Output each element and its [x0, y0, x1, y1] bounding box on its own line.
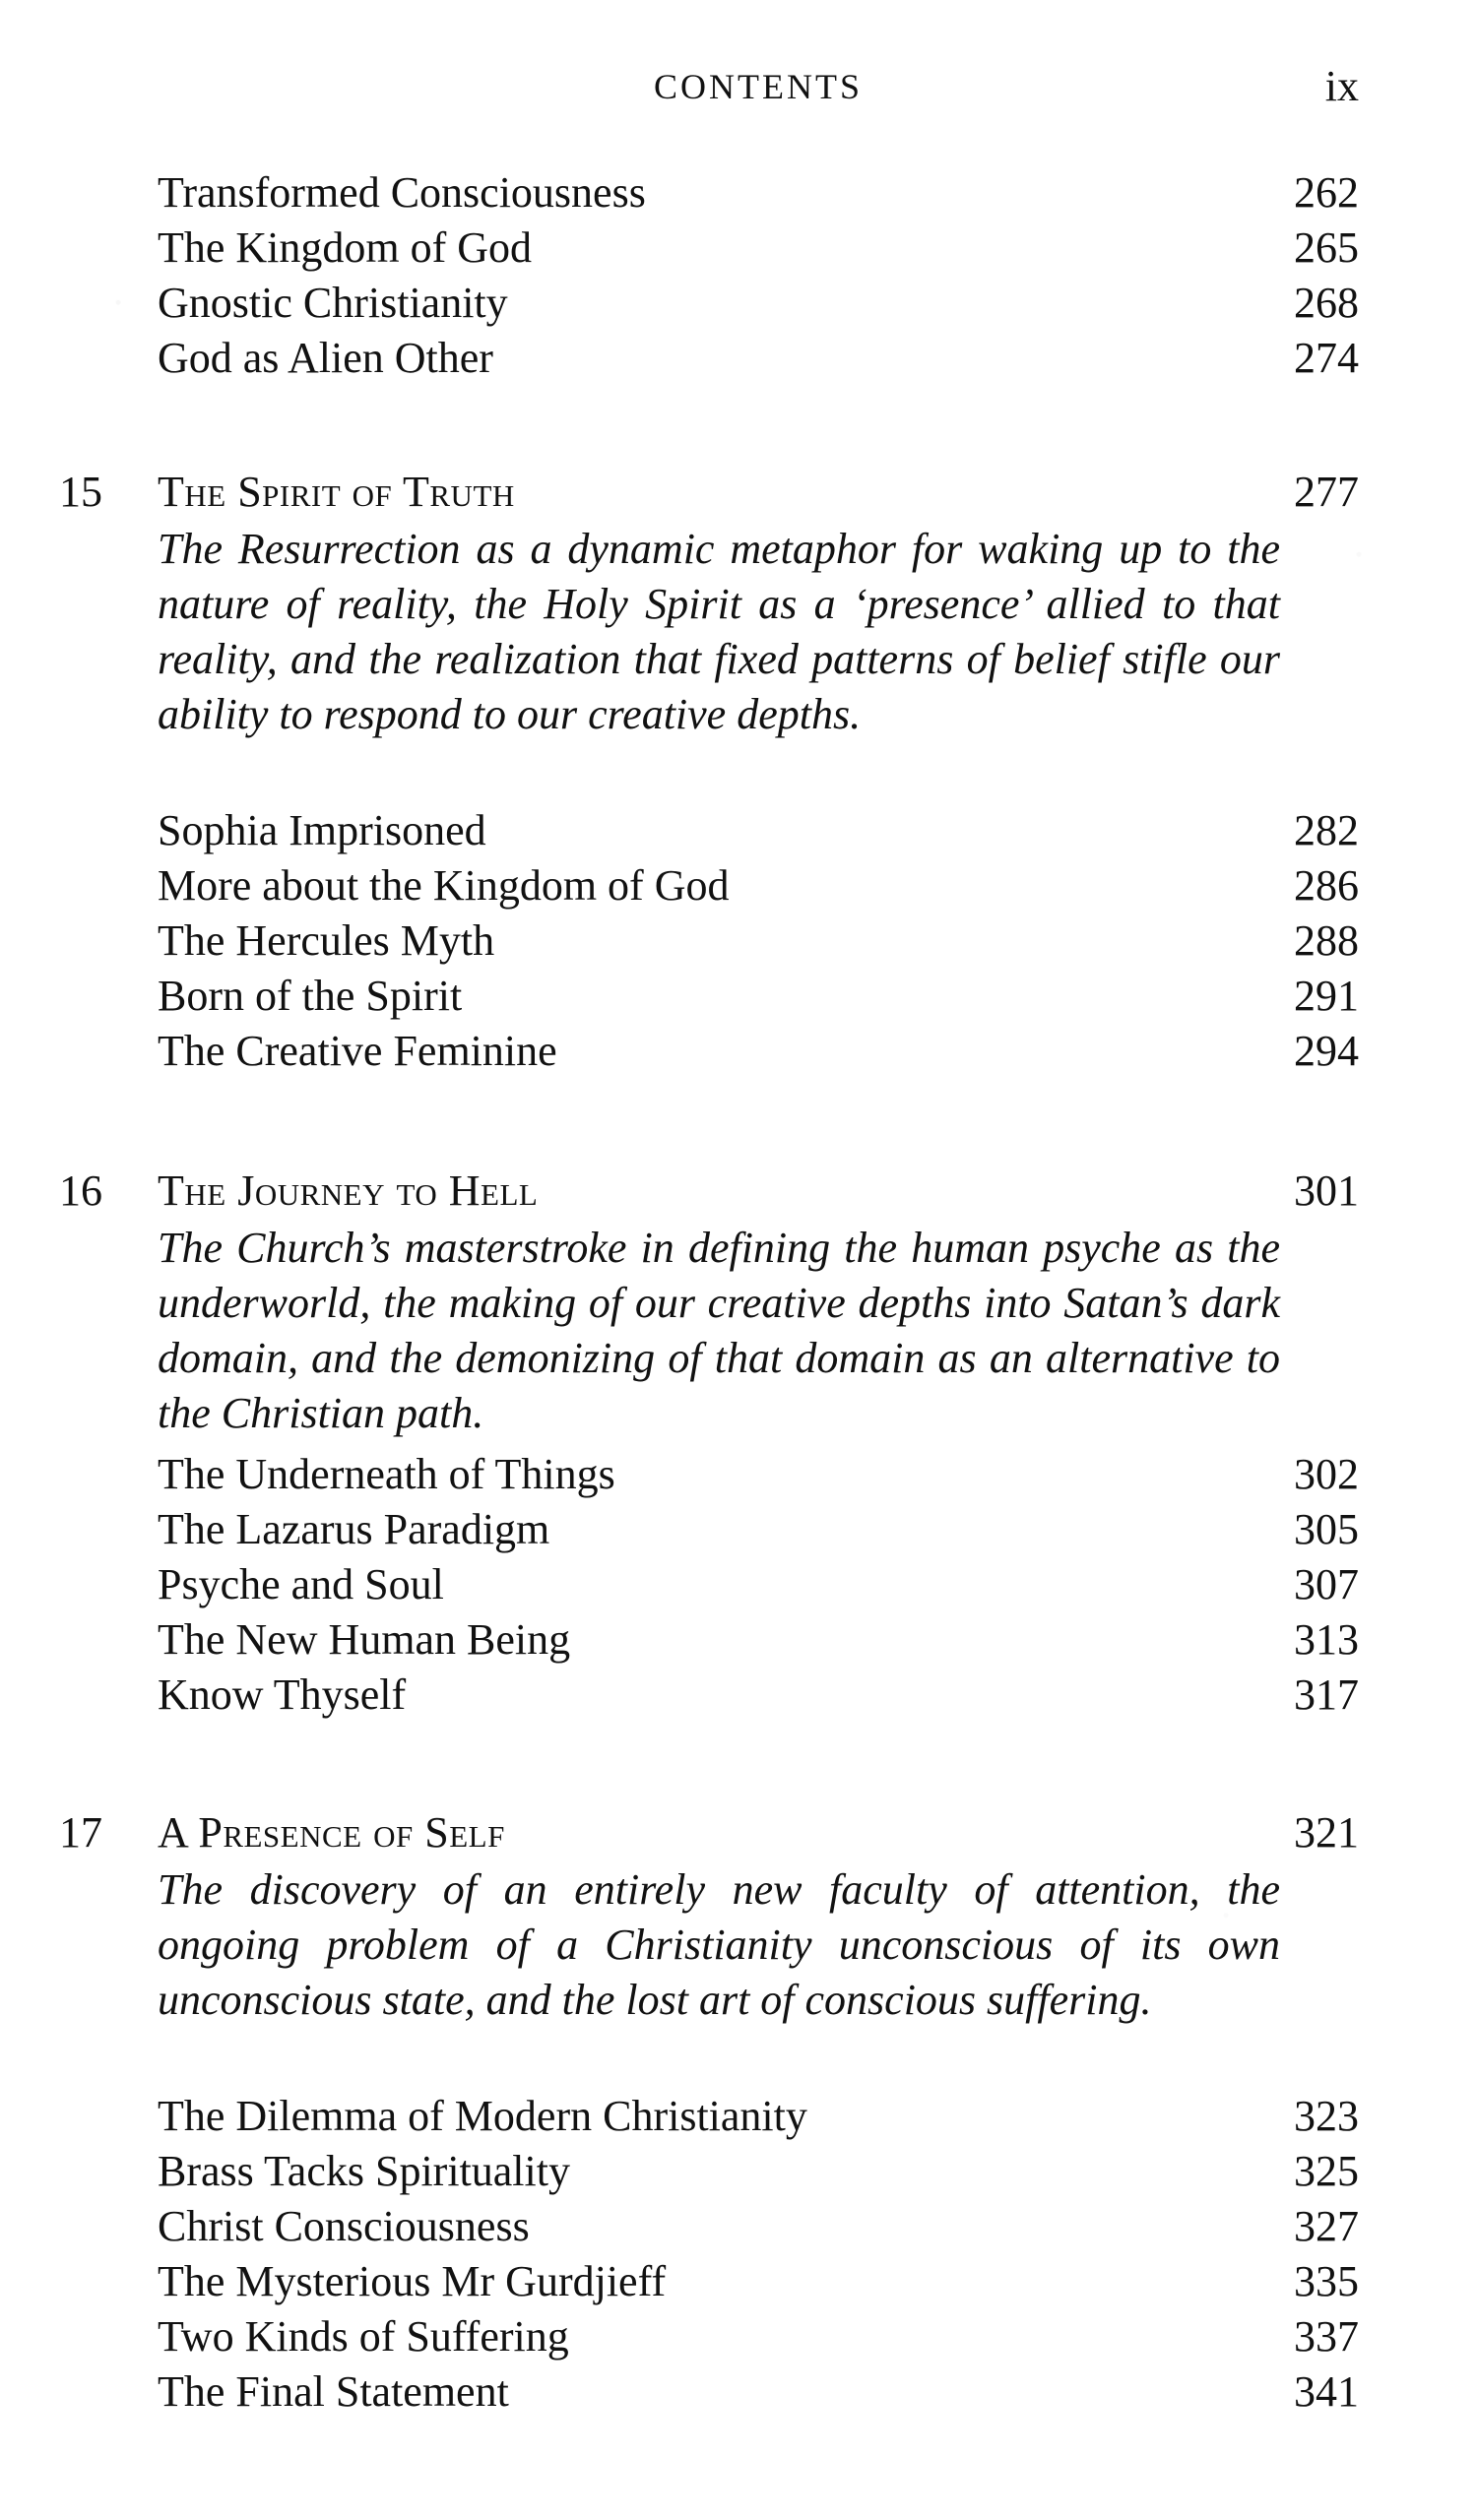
running-header-title: CONTENTS [654, 67, 863, 106]
chapter-page: 301 [1294, 1166, 1359, 1215]
toc-entry [158, 331, 1359, 386]
toc-entry-title: The Underneath of Things [158, 1450, 615, 1498]
toc-entry-title: Christ Consciousness [158, 2202, 530, 2250]
toc-entry-title: The Creative Feminine [158, 1027, 557, 1075]
toc-entry-page: 305 [1294, 1505, 1359, 1553]
toc-entry-title: The Mysterious Mr Gurdjieff [158, 2257, 667, 2305]
toc-entry-page: 325 [1294, 2147, 1359, 2195]
chapter-page: 321 [1294, 1808, 1359, 1857]
toc-entry-page: 291 [1294, 972, 1359, 1020]
toc-entry-page: 313 [1294, 1615, 1359, 1664]
toc-entry [158, 2364, 1359, 2420]
toc-entry [158, 1447, 1359, 1502]
toc-entry-page: 327 [1294, 2202, 1359, 2250]
chapter-title: The Spirit of Truth [158, 468, 515, 516]
toc-entry-page: 302 [1294, 1450, 1359, 1498]
toc-entry-title: The Final Statement [158, 2367, 509, 2416]
toc-entry-page: 323 [1294, 2092, 1359, 2140]
toc-entry-page: 265 [1294, 223, 1359, 272]
toc-entry [158, 1024, 1359, 1079]
toc-entry-page: 268 [1294, 279, 1359, 327]
chapter-page: 277 [1294, 468, 1359, 516]
toc-entry-title: God as Alien Other [158, 334, 493, 382]
toc-entry-page: 335 [1294, 2257, 1359, 2305]
toc-entry-page: 286 [1294, 861, 1359, 910]
toc-entry [158, 969, 1359, 1024]
toc-entry-title: Psyche and Soul [158, 1560, 444, 1608]
toc-entry [158, 276, 1359, 331]
toc-entry-title: More about the Kingdom of God [158, 861, 730, 910]
toc-entry-page: 288 [1294, 916, 1359, 965]
toc-entry [158, 2309, 1359, 2364]
toc-entry-title: Gnostic Christianity [158, 279, 508, 327]
toc-entry-title: The Kingdom of God [158, 223, 533, 272]
toc-entry-page: 294 [1294, 1027, 1359, 1075]
toc-entry-page: 317 [1294, 1670, 1359, 1719]
toc-entry-title: Sophia Imprisoned [158, 806, 486, 854]
toc-entry [158, 165, 1359, 220]
chapter-number: 15 [59, 468, 102, 516]
toc-entry-title: The New Human Being [158, 1615, 571, 1664]
toc-entry [158, 1557, 1359, 1612]
chapter-description: The discovery of an entirely new faculty of attention, the ongoing problem of a Christianity unconscious of its own unconscious state, and the lost art of conscious suffering. [158, 1865, 1280, 2024]
chapter-title: The Journey to Hell [158, 1166, 539, 1215]
toc-entry-title: The Hercules Myth [158, 916, 495, 965]
toc-entry [158, 1668, 1359, 1723]
running-header-page-number: ix [1324, 62, 1359, 110]
toc-entry [158, 1502, 1359, 1557]
chapter-number: 16 [59, 1166, 102, 1215]
toc-entry-page: 341 [1294, 2367, 1359, 2416]
toc-entry [158, 1612, 1359, 1668]
toc-entry [158, 803, 1359, 858]
chapter-number: 17 [59, 1808, 102, 1857]
toc-entry [158, 2199, 1359, 2254]
running-header [158, 57, 1359, 116]
toc-entry-title: The Lazarus Paradigm [158, 1505, 550, 1553]
toc-entry-page: 274 [1294, 334, 1359, 382]
toc-entry [158, 858, 1359, 914]
toc-entry-title: Brass Tacks Spirituality [158, 2147, 570, 2195]
chapter-title: A Presence of Self [158, 1808, 505, 1857]
chapter-description: The Church’s masterstroke in defining the human psyche as the underworld, the making of our creative depths into Satan’s dark domain, and the demonizing of that domain as an alternative to the Christian path. [158, 1224, 1280, 1437]
chapter-description: The Resurrection as a dynamic metaphor for waking up to the nature of reality, the Holy Spirit as a ‘presence’ allied to that reality, and the realization that fixed patterns of belief stifle our ability to respond to our creative depths. [158, 525, 1280, 738]
toc-entry [158, 220, 1359, 276]
toc-entry-title: Transformed Consciousness [158, 168, 646, 217]
toc-entry-title: Two Kinds of Suffering [158, 2312, 569, 2361]
toc-entry [158, 2144, 1359, 2199]
toc-entry-page: 337 [1294, 2312, 1359, 2361]
toc-entry [158, 2254, 1359, 2309]
toc-entry [158, 914, 1359, 969]
toc-entry [158, 2089, 1359, 2144]
toc-entry-page: 282 [1294, 806, 1359, 854]
toc-entry-page: 262 [1294, 168, 1359, 217]
toc-entry-title: Born of the Spirit [158, 972, 463, 1020]
toc-entry-page: 307 [1294, 1560, 1359, 1608]
toc-entry-title: Know Thyself [158, 1670, 407, 1719]
toc-entry-title: The Dilemma of Modern Christianity [158, 2092, 807, 2140]
